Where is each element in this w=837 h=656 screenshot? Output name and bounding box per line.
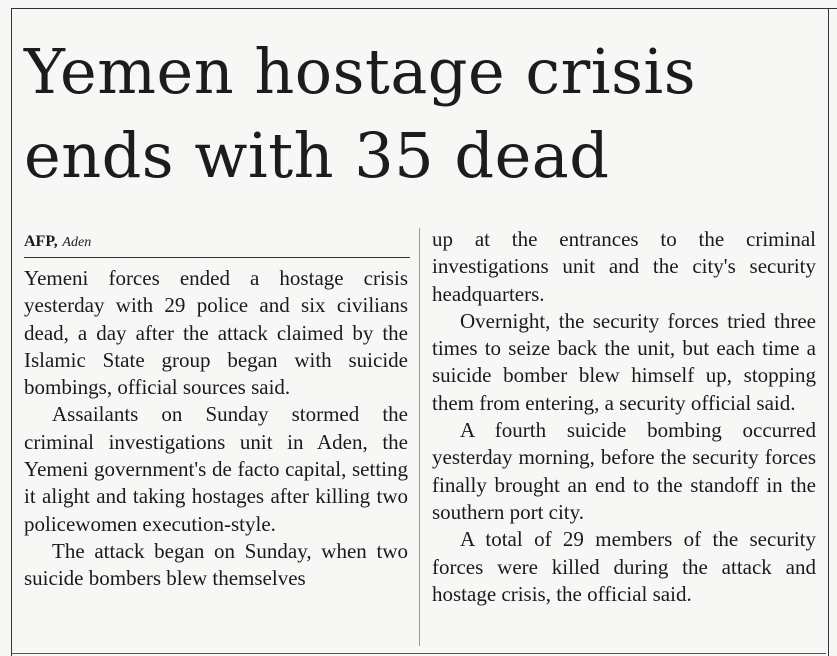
article-column-2 — [432, 226, 816, 608]
frame-bottom-rule — [11, 653, 826, 654]
byline-place: Aden — [62, 235, 92, 250]
frame-left-rule — [11, 8, 12, 656]
paragraph: up at the entrances to the criminal investigations unit and the city's security headquarters. — [432, 227, 816, 306]
article-column-1 — [24, 265, 408, 593]
paragraph: Yemeni forces ended a hostage crisis yesterday with 29 police and six civilians dead, a day after the attack claimed by the Islamic State group began with suicide bombings, official sources said. — [24, 266, 408, 400]
paragraph: Overnight, the security forces tried three times to seize back the unit, but each time a suicide bomber blew himself up, stopping them from entering, a security official said. — [432, 308, 816, 415]
column-divider — [419, 228, 420, 646]
frame-right-rule — [828, 8, 829, 656]
paragraph: Assailants on Sunday stormed the criminal investigations unit in Aden, the Yemeni government's de facto capital, setting it alight and taking hostages after killing two policewomen execution-style. — [24, 402, 408, 536]
paragraph: The attack began on Sunday, when two suicide bombers blew themselves — [24, 538, 408, 591]
byline-agency: AFP, — [24, 233, 58, 250]
paragraph: A fourth suicide bombing occurred yesterday morning, before the security forces finally brought an end to the standoff in the southern port city. — [432, 418, 816, 524]
frame-top-rule — [11, 8, 837, 9]
paragraph: A total of 29 members of the security forces were killed during the attack and hostage crisis, the official said. — [432, 527, 816, 606]
article-headline: Yemen hostage crisis ends with 35 dead — [24, 35, 697, 192]
byline — [24, 231, 410, 258]
